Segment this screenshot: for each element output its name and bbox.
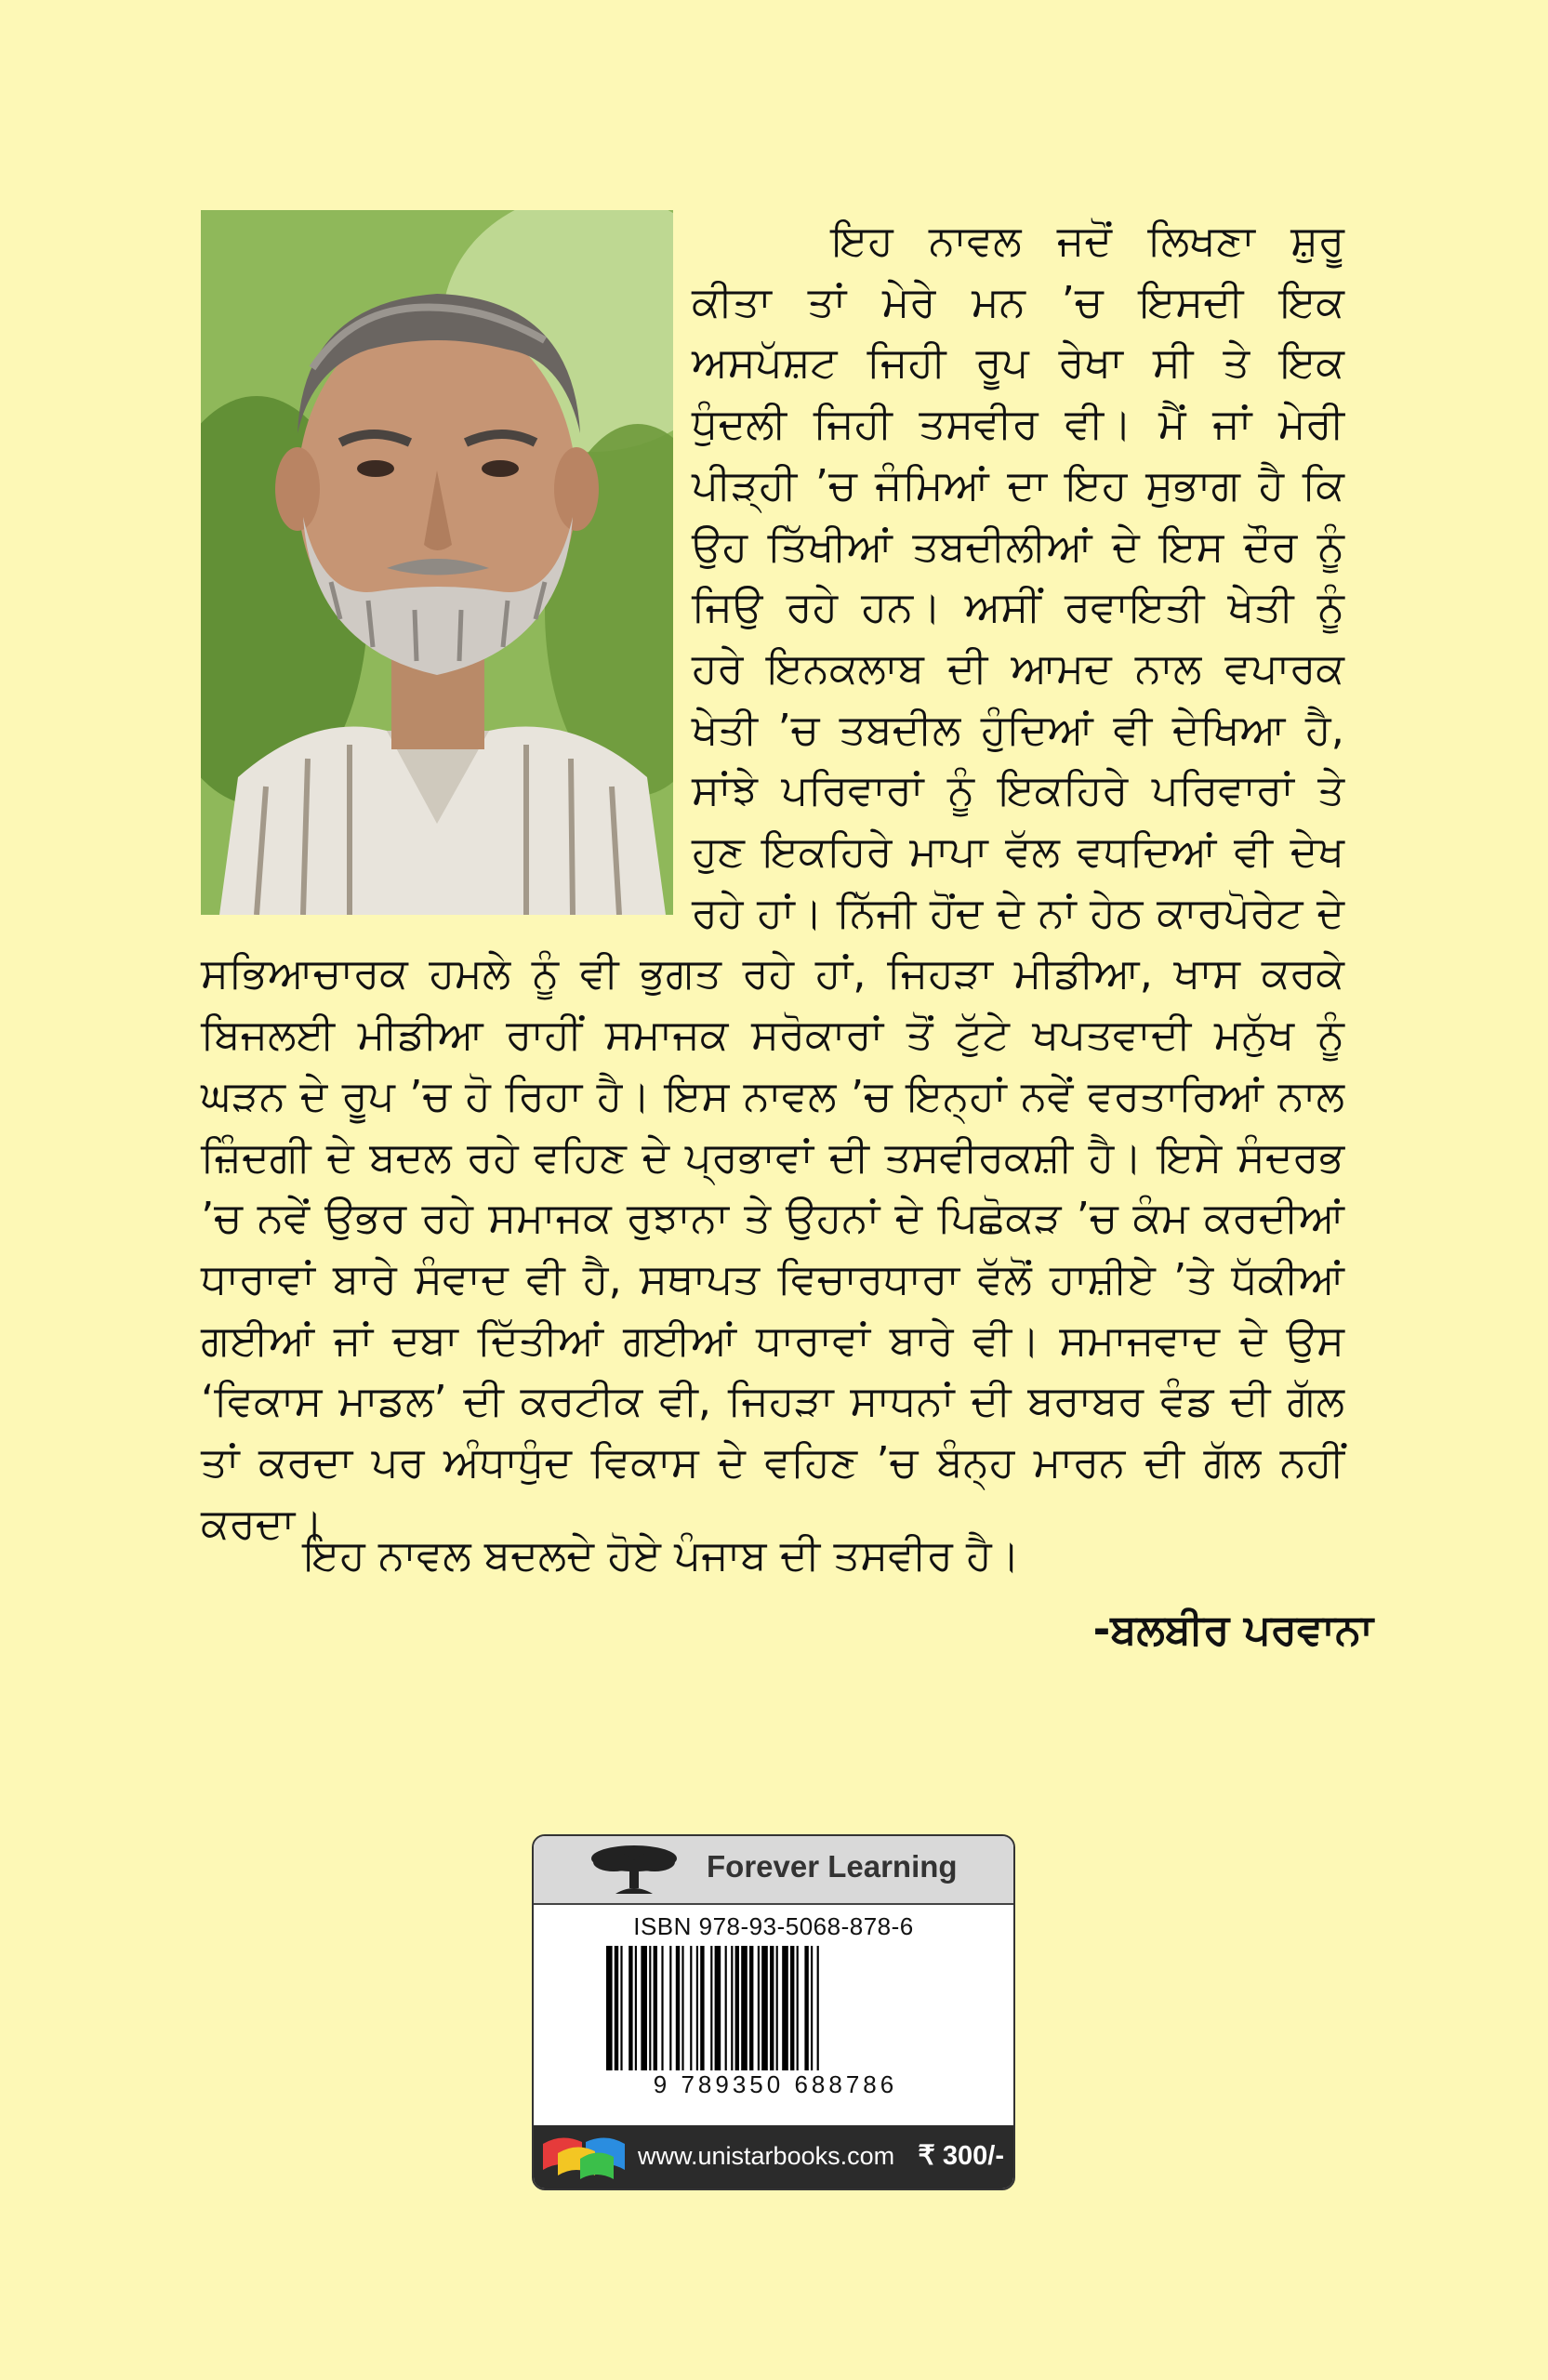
isbn-label: ISBN 978-93-5068-878-6 [633, 1912, 914, 1940]
barcode-box [532, 1834, 1015, 2190]
barcode-digits: 9 789350 688786 [653, 2070, 898, 2098]
blurb-text [201, 210, 1344, 1554]
barcode-icon [606, 1946, 945, 2070]
publisher-tagline: Forever Learning [707, 1849, 958, 1884]
publisher-header [534, 1836, 1013, 1905]
book-price: ₹ 300/- [918, 2141, 1004, 2171]
open-book-logo-icon [539, 2133, 628, 2181]
blurb-paragraph: ਇਹ ਨਾਵਲ ਜਦੋਂ ਲਿਖਣਾ ਸ਼ੁਰੂ ਕੀਤਾ ਤਾਂ ਮੇਰੇ ਮਨ ’ਚ ਇਸਦੀ ਇਕ ਅਸਪੱਸ਼ਟ ਜਿਹੀ ਰੂਪ ਰੇਖਾ ਸੀ ਤੇ ਇਕ ਧੁੰਦਲੀ ਜਿਹੀ ਤਸਵੀਰ ਵੀ। ਮੈਂ ਜਾਂ ਮੇਰੀ ਪੀੜ੍ਹੀ ’ਚ ਜੰਮਿਆਂ ਦਾ ਇਹ ਸੁਭਾਗ ਹੈ ਕਿ ਉਹ ਤਿੱਖੀਆਂ ਤਬਦੀਲੀਆਂ ਦੇ ਇਸ ਦੌਰ ਨੂੰ ਜਿਉ ਰਹੇ ਹਨ। ਅਸੀਂ ਰਵਾਇਤੀ ਖੇਤੀ ਨੂੰ ਹਰੇ ਇਨਕਲਾਬ ਦੀ ਆਮਦ ਨਾਲ ਵਪਾਰਕ ਖੇਤੀ ’ਚ ਤਬਦੀਲ ਹੁੰਦਿਆਂ ਵੀ ਦੇਖਿਆ ਹੈ, ਸਾਂਝੇ ਪਰਿਵਾਰਾਂ ਨੂੰ ਇਕਹਿਰੇ ਪਰਿਵਾਰਾਂ ਤੇ ਹੁਣ ਇਕਹਿਰੇ ਮਾਪਾ ਵੱਲ ਵਧਦਿਆਂ ਵੀ ਦੇਖ ਰਹੇ ਹਾਂ। ਨਿੱਜੀ ਹੋਂਦ ਦੇ ਨਾਂ ਹੇਠ ਕਾਰਪੋਰੇਟ ਦੇ ਸਭਿਆਚਾਰਕ ਹਮਲੇ ਨੂੰ ਵੀ ਭੁਗਤ ਰਹੇ ਹਾਂ, ਜਿਹੜਾ ਮੀਡੀਆ, ਖਾਸ ਕਰਕੇ ਬਿਜਲਈ ਮੀਡੀਆ ਰਾਹੀਂ ਸਮਾਜਕ ਸਰੋਕਾਰਾਂ ਤੋਂ ਟੁੱਟੇ ਖਪਤਵਾਦੀ ਮਨੁੱਖ ਨੂੰ ਘੜਨ ਦੇ ਰੂਪ ’ਚ ਹੋ ਰਿਹਾ ਹੈ। ਇਸ ਨਾਵਲ ’ਚ ਇਨ੍ਹਾਂ ਨਵੇਂ ਵਰਤਾਰਿਆਂ ਨਾਲ ਜ਼ਿੰਦਗੀ ਦੇ ਬਦਲ ਰਹੇ ਵਹਿਣ ਦੇ ਪ੍ਰਭਾਵਾਂ ਦੀ ਤਸਵੀਰਕਸ਼ੀ ਹੈ। ਇਸੇ ਸੰਦਰਭ ’ਚ ਨਵੇਂ ਉਭਰ ਰਹੇ ਸਮਾਜਕ ਰੁਝਾਨਾ ਤੇ ਉਹਨਾਂ ਦੇ ਪਿਛੋਕੜ ’ਚ ਕੰਮ ਕਰਦੀਆਂ ਧਾਰਾਵਾਂ ਬਾਰੇ ਸੰਵਾਦ ਵੀ ਹੈ, ਸਥਾਪਤ ਵਿਚਾਰਧਾਰਾ ਵੱਲੋਂ ਹਾਸ਼ੀਏ ’ਤੇ ਧੱਕੀਆਂ ਗਈਆਂ ਜਾਂ ਦਬਾ ਦਿੱਤੀਆਂ ਗਈਆਂ ਧਾਰਾਵਾਂ ਬਾਰੇ ਵੀ। ਸਮਾਜਵਾਦ ਦੇ ਉਸ ‘ਵਿਕਾਸ ਮਾਡਲ’ ਦੀ ਕਰਟੀਕ ਵੀ, ਜਿਹੜਾ ਸਾਧਨਾਂ ਦੀ ਬਰਾਬਰ ਵੰਡ ਦੀ ਗੱਲ ਤਾਂ ਕਰਦਾ ਪਰ ਅੰਧਾਧੁੰਦ ਵਿਕਾਸ ਦੇ ਵਹਿਣ ’ਚ ਬੰਨ੍ਹ ਮਾਰਨ ਦੀ ਗੱਲ ਨਹੀਂ ਕਰਦਾ। [201, 216, 1344, 1548]
blurb-closing-line: ਇਹ ਨਾਵਲ ਬਦਲਦੇ ਹੋਏ ਪੰਜਾਬ ਦੀ ਤਸਵੀਰ ਹੈ। [303, 1530, 1021, 1580]
publisher-footer [534, 2125, 1013, 2188]
author-signature: -ਬਲਬੀਰ ਪਰਵਾਨਾ [1092, 1605, 1373, 1654]
tree-icon [588, 1842, 681, 1897]
publisher-website: www.unistarbooks.com [638, 2142, 895, 2170]
